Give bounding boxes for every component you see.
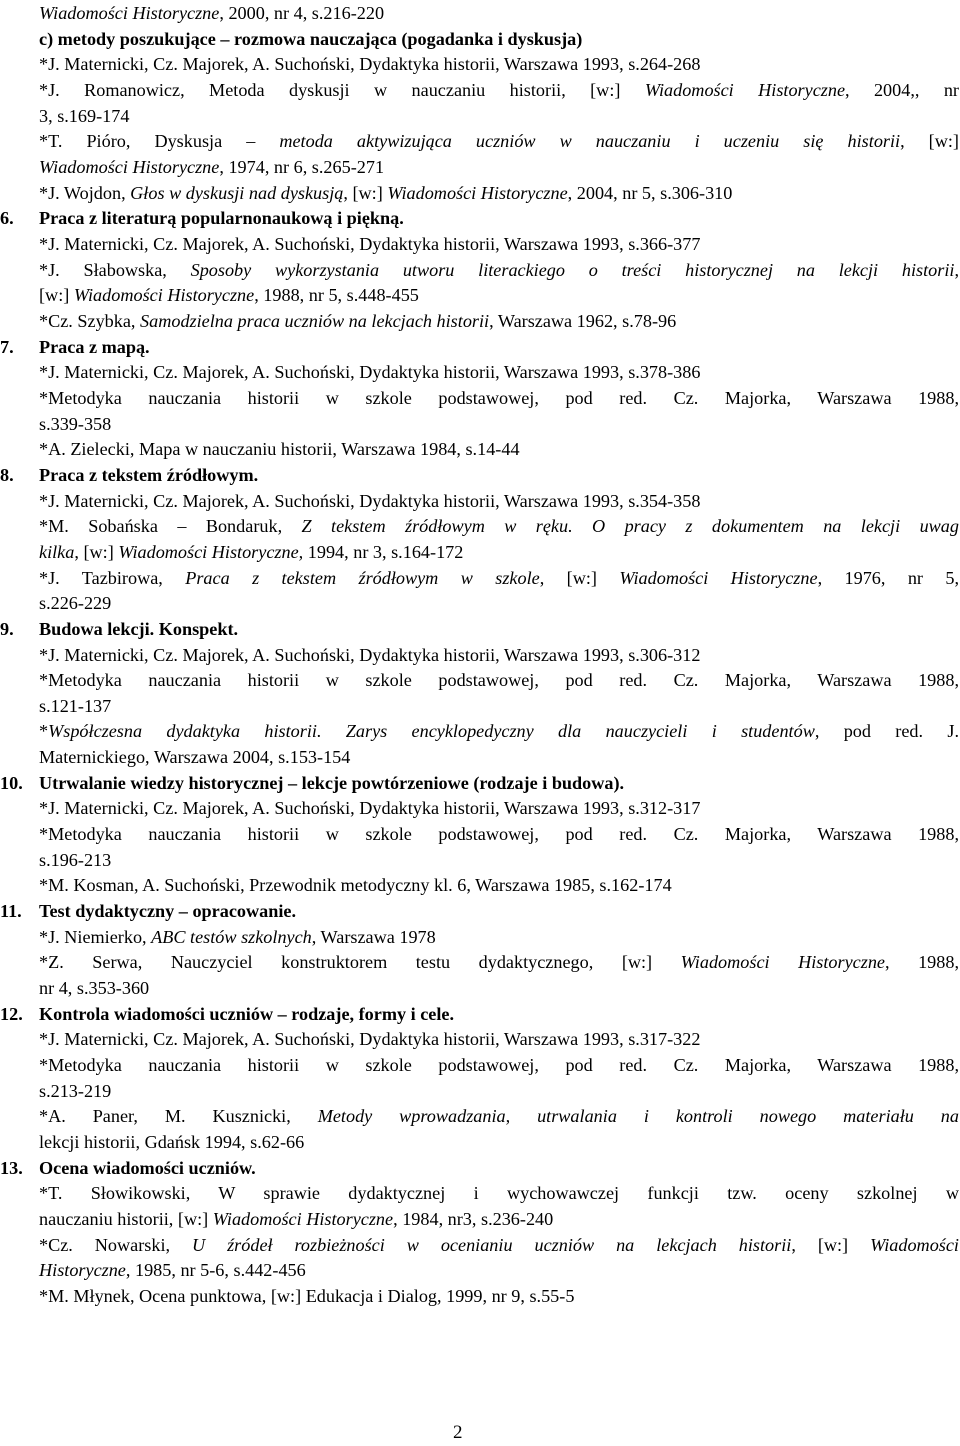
section-title — [39, 898, 296, 924]
text-run: , 1974, nr 6, s.265-271 — [219, 156, 385, 177]
text-run: *J. Słabowska, — [39, 259, 191, 280]
text-run: *A. Paner, M. Kusznicki, — [39, 1106, 318, 1127]
text-run: *Z. Serwa, Nauczyciel konstruktorem testu dydaktycznego, [w:] — [39, 952, 681, 973]
reference-line — [39, 282, 419, 308]
italic-text: Wiadomości Historyczne, — [118, 541, 304, 562]
section-title — [39, 462, 258, 488]
reference-line — [39, 411, 111, 437]
section-number: 12. — [0, 1003, 23, 1024]
italic-text: Praca z tekstem źródłowym w szkole — [185, 567, 540, 588]
text-run: [w:] — [39, 285, 74, 306]
reference-line — [39, 693, 111, 719]
reference-line — [39, 975, 149, 1001]
text-run: Utrwalanie wiedzy historycznej – lekcje powtórzeniowe (rodzaje i budowa). — [39, 772, 625, 793]
text-run: s.213-219 — [39, 1080, 112, 1101]
text-run: *J. Maternicki, Cz. Majorek, A. Suchoński, Dydaktyka historii, Warszawa 1993, s.366-377 — [39, 233, 701, 254]
reference-line — [39, 1129, 304, 1155]
reference-line — [39, 539, 463, 565]
reference-line — [39, 0, 384, 26]
text-run: *J. Maternicki, Cz. Majorek, A. Suchoński, Dydaktyka historii, Warszawa 1993, s.312-317 — [39, 798, 701, 819]
section-title — [39, 334, 150, 360]
reference-line — [39, 257, 959, 283]
italic-text: Wiadomości Historyczne — [387, 182, 568, 203]
text-run: lekcji historii, Gdańsk 1994, s.62-66 — [39, 1132, 305, 1153]
text-run: , 1988, nr 5, s.448-455 — [254, 285, 419, 306]
text-run: *Metodyka nauczania historii w szkole podstawowej, pod red. Cz. Majorka, Warszawa 1988, — [39, 824, 959, 845]
text-run: Budowa lekcji. Konspekt. — [39, 618, 239, 639]
italic-text: Wiadomości — [870, 1234, 959, 1255]
italic-text: Wiadomości Historyczne — [212, 1209, 394, 1230]
section-number: 6. — [0, 208, 14, 229]
reference-line — [39, 565, 959, 591]
reference-line — [39, 1283, 574, 1309]
reference-line — [39, 667, 959, 693]
page-number: 2 — [453, 1422, 463, 1443]
text-run: *J. Niemierko, — [39, 926, 152, 947]
reference-line — [39, 1052, 959, 1078]
text-run: Ocena wiadomości uczniów. — [39, 1157, 256, 1178]
text-run: s.226-229 — [39, 593, 112, 614]
reference-line — [39, 359, 700, 385]
text-run: , 1988, — [884, 952, 959, 973]
text-run: *T. Pióro, Dyskusja — [39, 131, 247, 152]
text-run: *Cz. Szybka, — [39, 310, 141, 331]
text-run: *Metodyka nauczania historii w szkole podstawowej, pod red. Cz. Majorka, Warszawa 1988, — [39, 1055, 959, 1076]
text-run: *M. Młynek, Ocena punktowa, [w:] Edukacja i Dialog, 1999, nr 9, s.55-5 — [39, 1286, 575, 1306]
text-run: , 2004,, nr — [845, 79, 959, 100]
text-run: *J. Maternicki, Cz. Majorek, A. Suchoński, Dydaktyka historii, Warszawa 1993, s.378-386 — [39, 362, 701, 383]
text-run: , [w:] — [539, 567, 620, 588]
reference-line — [39, 1206, 553, 1232]
text-run: *Cz. Nowarski, — [39, 1234, 193, 1255]
italic-text: Wiadomości Historyczne — [619, 567, 818, 588]
italic-text: Współczesna dydaktyka historii. Zarys encyklopedyczny dla nauczycieli i studentów — [48, 721, 815, 742]
text-run: , Warszawa 1962, s.78-96 — [489, 310, 677, 331]
text-run: *J. Maternicki, Cz. Majorek, A. Suchoński, Dydaktyka historii, Warszawa 1993, s.306-312 — [39, 644, 701, 665]
text-run: *J. Maternicki, Cz. Majorek, A. Suchoński, Dydaktyka historii, Warszawa 1993, s.317-322 — [39, 1029, 701, 1050]
text-run: , [w:] — [74, 541, 119, 562]
text-run: Test dydaktyczny – opracowanie. — [39, 901, 296, 922]
reference-line — [39, 1232, 959, 1258]
text-run: , 1976, nr 5, — [817, 567, 960, 588]
text-run: , [w:] — [343, 182, 388, 203]
text-run: , [w:] — [900, 131, 959, 152]
italic-text: Sposoby wykorzystania utworu literackiego o treści historycznej na lekcji historii — [190, 259, 955, 280]
text-run: s.196-213 — [39, 849, 112, 870]
reference-line — [39, 154, 384, 180]
text-run: *M. Kosman, A. Suchoński, Przewodnik metodyczny kl. 6, Warszawa 1985, s.162-174 — [39, 875, 672, 896]
reference-line — [39, 1180, 959, 1206]
section-number: 10. — [0, 772, 23, 793]
text-run: , [w:] — [791, 1234, 871, 1255]
text-run: *J. Wojdon, — [39, 182, 131, 203]
reference-line — [39, 180, 732, 206]
reference-line — [39, 51, 700, 77]
text-run: *J. Maternicki, Cz. Majorek, A. Suchoński, Dydaktyka historii, Warszawa 1993, s.354-358 — [39, 490, 701, 511]
text-run: 1994, nr 3, s.164-172 — [303, 541, 464, 562]
italic-text: ABC testów szkolnych — [151, 926, 312, 947]
italic-text: Wiadomości Historyczne — [680, 952, 885, 973]
subsection-heading — [39, 26, 582, 52]
text-run: , Warszawa 1978 — [311, 926, 436, 947]
reference-line — [39, 872, 672, 898]
reference-line — [39, 1078, 111, 1104]
section-title — [39, 205, 404, 231]
text-run: *J. Romanowicz, Metoda dyskusji w nauczaniu historii, [w:] — [39, 79, 645, 100]
text-run: * — [39, 721, 49, 742]
reference-line — [39, 642, 700, 668]
section-title — [39, 1001, 454, 1027]
text-run: , 2000, nr 4, s.216-220 — [219, 3, 385, 23]
text-run: s.339-358 — [39, 413, 112, 434]
text-run: *T. Słowikowski, W sprawie dydaktycznej i wychowawczej funkcji tzw. oceny szkolnej w — [39, 1183, 959, 1204]
section-number: 11. — [0, 901, 22, 922]
reference-line — [39, 1026, 700, 1052]
italic-text: Wiadomości Historyczne — [39, 3, 220, 23]
reference-line — [39, 436, 520, 462]
italic-text: Z tekstem źródłowym w ręku. O pracy z dokumentem na lekcji uwag — [301, 516, 959, 537]
section-title — [39, 616, 238, 642]
text-run: c) metody poszukujące – rozmowa nauczająca (pogadanka i dyskusja) — [39, 28, 583, 49]
text-run: nauczaniu historii, [w:] — [39, 1209, 213, 1230]
section-title — [39, 1155, 256, 1181]
text-run: 3, s.169-174 — [39, 105, 130, 126]
reference-line — [39, 924, 436, 950]
italic-text: Wiadomości Historyczne — [39, 156, 220, 177]
reference-line — [39, 949, 959, 975]
reference-line — [39, 308, 676, 334]
section-number: 9. — [0, 618, 14, 639]
italic-text: Głos w dyskusji nad dyskusją — [130, 182, 344, 203]
reference-line — [39, 821, 959, 847]
italic-text: Historyczne — [39, 1260, 126, 1281]
text-run: *A. Zielecki, Mapa w nauczaniu historii, Warszawa 1984, s.14-44 — [39, 439, 520, 460]
section-number: 13. — [0, 1157, 23, 1178]
reference-line — [39, 1103, 959, 1129]
reference-line — [39, 513, 959, 539]
italic-text: Metody wprowadzania, utrwalania i kontroli nowego materiału na — [317, 1106, 959, 1127]
text-run: Maternickiego, Warszawa 2004, s.153-154 — [39, 747, 351, 768]
text-run: Kontrola wiadomości uczniów – rodzaje, formy i cele. — [39, 1003, 455, 1024]
reference-line — [39, 718, 959, 744]
reference-line — [39, 231, 700, 257]
text-run: nr 4, s.353-360 — [39, 978, 150, 999]
text-run: *J. Maternicki, Cz. Majorek, A. Suchoński, Dydaktyka historii, Warszawa 1993, s.264-268 — [39, 54, 701, 75]
text-run: *M. Sobańska – Bondaruk, — [39, 516, 302, 537]
text-run: , pod red. J. — [814, 721, 959, 742]
reference-line — [39, 103, 129, 129]
text-run: Praca z mapą. — [39, 336, 150, 357]
text-run: s.121-137 — [39, 695, 112, 716]
italic-text: Wiadomości Historyczne — [73, 285, 255, 306]
text-run: Praca z literaturą popularnonaukową i piękną. — [39, 208, 404, 229]
reference-line — [39, 795, 700, 821]
section-title — [39, 770, 624, 796]
italic-text: Wiadomości Historyczne — [644, 79, 846, 100]
reference-line — [39, 744, 350, 770]
text-run: , — [954, 259, 959, 280]
section-number: 7. — [0, 336, 14, 357]
italic-text: – metoda aktywizująca uczniów w nauczaniu i uczeniu się historii — [246, 131, 901, 152]
text-run: Praca z tekstem źródłowym. — [39, 464, 259, 485]
text-run: , 2004, nr 5, s.306-310 — [567, 182, 733, 203]
reference-line — [39, 847, 111, 873]
reference-line — [39, 488, 700, 514]
reference-line — [39, 1257, 306, 1283]
text-run: , 1984, nr3, s.236-240 — [393, 1209, 554, 1230]
reference-line — [39, 385, 959, 411]
text-run: *Metodyka nauczania historii w szkole podstawowej, pod red. Cz. Majorka, Warszawa 1988, — [39, 387, 959, 408]
reference-line — [39, 128, 959, 154]
italic-text: kilka — [39, 541, 75, 562]
italic-text: Samodzielna praca uczniów na lekcjach historii — [140, 310, 490, 331]
reference-line — [39, 590, 111, 616]
text-run: , 1985, nr 5-6, s.442-456 — [125, 1260, 306, 1281]
italic-text: U źródeł rozbieżności w ocenianiu uczniów na lekcjach historii — [192, 1234, 792, 1255]
section-number: 8. — [0, 464, 14, 485]
reference-line — [39, 77, 959, 103]
text-run: *Metodyka nauczania historii w szkole podstawowej, pod red. Cz. Majorka, Warszawa 1988, — [39, 670, 959, 691]
text-run: *J. Tazbirowa, — [39, 567, 186, 588]
